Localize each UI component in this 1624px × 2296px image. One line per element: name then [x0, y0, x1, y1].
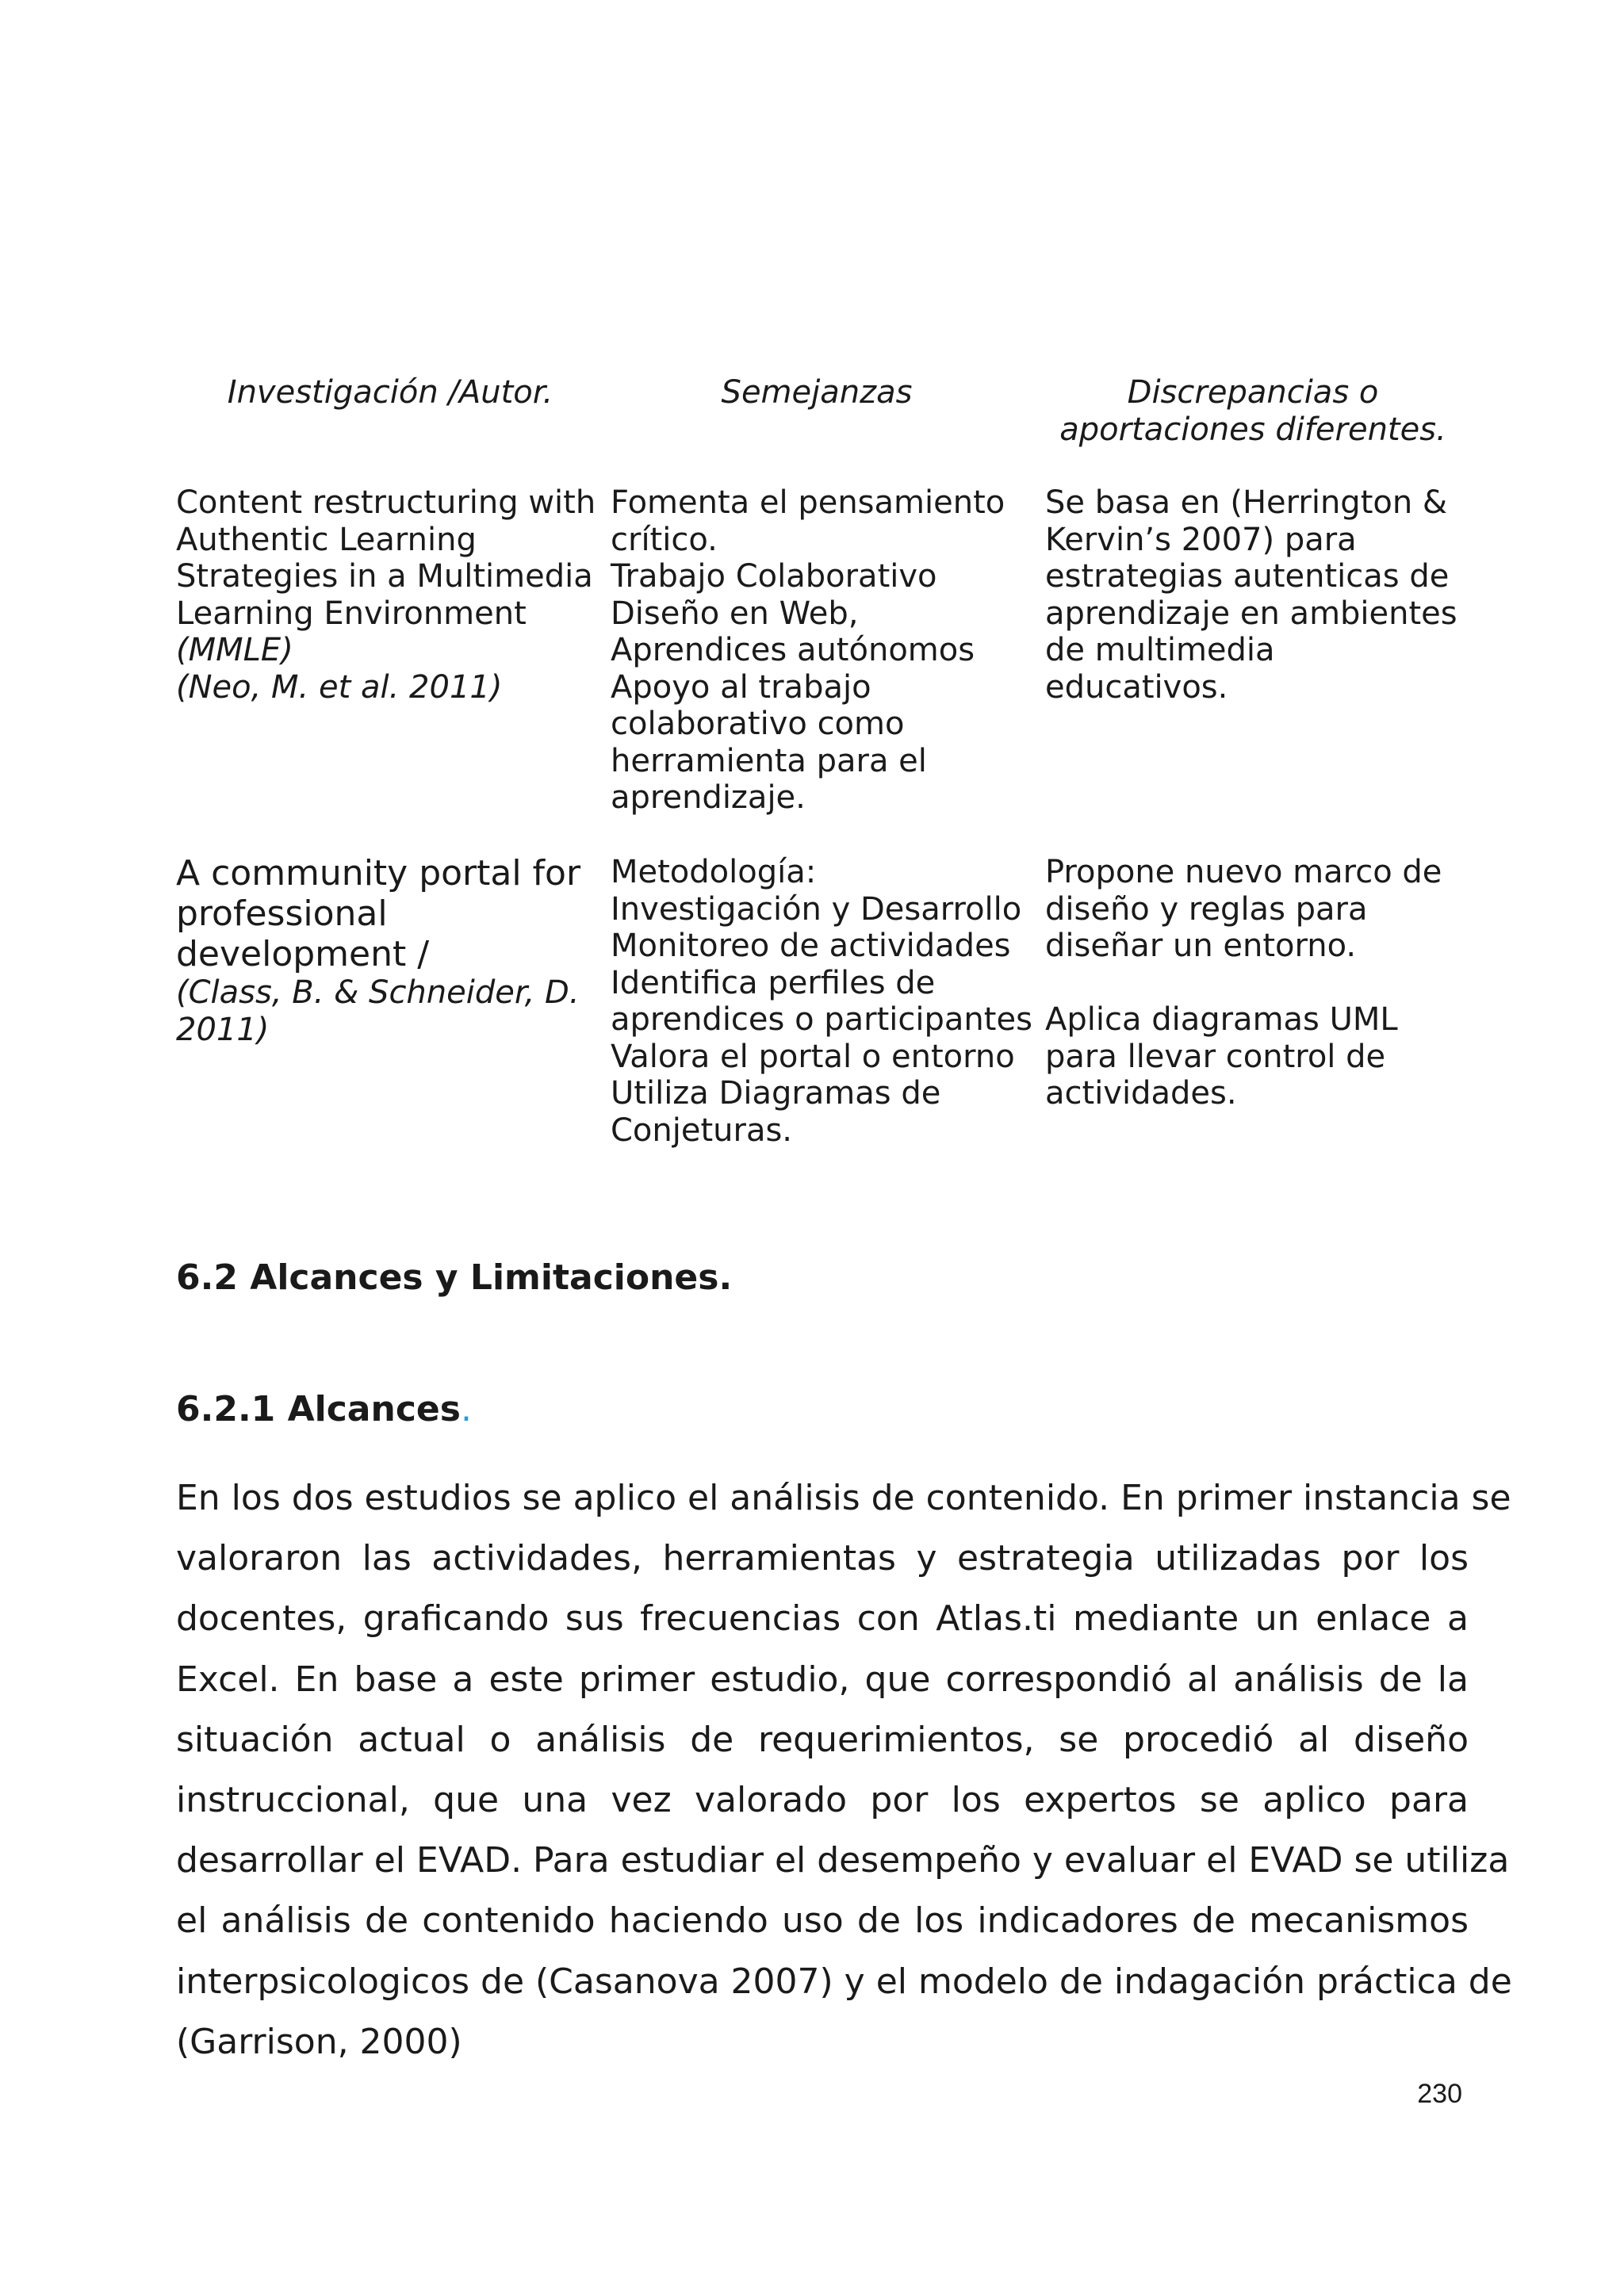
similarity-line: Metodología: — [611, 854, 817, 890]
author-title-line: professional — [176, 894, 388, 934]
paragraph-line: valoraron las actividades, herramientas y estrategia utilizadas por los — [176, 1538, 1469, 1579]
paragraph-line: (Garrison, 2000) — [176, 2021, 462, 2062]
paragraph-line: interpsicologicos de (Casanova 2007) y el modelo de indagación práctica de — [176, 1961, 1512, 2002]
table-header-similarities — [611, 374, 1023, 411]
author-citation-line: 2011) — [176, 1011, 270, 1048]
table-row-1-similarities — [611, 484, 1005, 817]
table-row-1-author — [176, 484, 596, 706]
similarity-line: aprendizaje. — [611, 779, 806, 816]
author-title-line: development / — [176, 934, 430, 974]
table-row-2-similarities — [611, 854, 1032, 1149]
author-title-line: Learning Environment — [176, 595, 527, 632]
similarity-line: Valora el portal o entorno — [611, 1038, 1015, 1075]
similarity-line: Utiliza Diagramas de — [611, 1075, 941, 1112]
similarity-line: Apoyo al trabajo — [611, 668, 871, 706]
header-line: Investigación /Autor. — [227, 374, 553, 411]
author-citation-line: (Class, B. & Schneider, D. — [176, 974, 580, 1011]
similarity-line: Monitoreo de actividades — [611, 928, 1011, 964]
paragraph-line: En los dos estudios se aplico el análisis de contenido. En primer instancia se — [176, 1478, 1511, 1518]
table-header-differences — [1043, 374, 1463, 448]
paragraph-line: situación actual o análisis de requerimientos, se procedió al diseño — [176, 1719, 1469, 1760]
subsection-heading-dot: . — [460, 1389, 472, 1429]
author-citation-line: (Neo, M. et al. 2011) — [176, 668, 503, 706]
similarity-line: Trabajo Colaborativo — [611, 558, 937, 595]
similarity-line: Diseño en Web, — [611, 595, 859, 632]
similarity-line: Conjeturas. — [611, 1112, 793, 1149]
table-row-2-author — [176, 853, 580, 1048]
table-row-2-differences — [1045, 854, 1442, 1112]
paragraph-line: el análisis de contenido haciendo uso de los indicadores de mecanismos — [176, 1900, 1469, 1942]
subsection-heading — [176, 1389, 472, 1430]
paragraph-line: desarrollar el EVAD. Para estudiar el desempeño y evaluar el EVAD se utiliza — [176, 1840, 1510, 1881]
difference-line: educativos. — [1045, 668, 1228, 706]
difference-line: para llevar control de — [1045, 1038, 1386, 1075]
difference-line: Se basa en (Herrington & — [1045, 484, 1448, 521]
difference-line: de multimedia — [1045, 632, 1275, 668]
difference-line: actividades. — [1045, 1075, 1237, 1112]
similarity-line: crítico. — [611, 521, 718, 558]
paragraph-line: Excel. En base a este primer estudio, que correspondió al análisis de la — [176, 1659, 1469, 1700]
paragraph-line: docentes, graficando sus frecuencias con Atlas.ti mediante un enlace a — [176, 1598, 1469, 1640]
difference-line: diseñar un entorno. — [1045, 928, 1357, 964]
difference-line: estrategias autenticas de — [1045, 558, 1450, 595]
author-title-line: Authentic Learning — [176, 521, 477, 558]
header-line: Discrepancias o — [1127, 374, 1379, 411]
page-number: 230 — [1417, 2079, 1462, 2109]
section-heading: 6.2 Alcances y Limitaciones. — [176, 1257, 733, 1298]
author-citation-line: (MMLE) — [176, 632, 293, 668]
similarity-line: colaborativo como — [611, 706, 905, 742]
table-header-author — [176, 374, 604, 411]
difference-line: aprendizaje en ambientes — [1045, 595, 1457, 632]
difference-line: diseño y reglas para — [1045, 890, 1368, 928]
header-line: Semejanzas — [721, 374, 913, 411]
paragraph-line: instruccional, que una vez valorado por los expertos se aplico para — [176, 1780, 1469, 1821]
similarity-line: Fomenta el pensamiento — [611, 484, 1005, 521]
author-title-line: Content restructuring with — [176, 484, 596, 521]
difference-line: Aplica diagramas UML — [1045, 1001, 1398, 1038]
similarity-line: Investigación y Desarrollo — [611, 890, 1022, 928]
author-title-line: Strategies in a Multimedia — [176, 558, 593, 595]
similarity-line: Identifica perfiles de — [611, 964, 936, 1001]
similarity-line: herramienta para el — [611, 742, 927, 779]
difference-line: Propone nuevo marco de — [1045, 854, 1442, 890]
similarity-line: aprendices o participantes — [611, 1001, 1032, 1038]
author-title-line: A community portal for — [176, 853, 581, 894]
difference-line — [1045, 965, 1442, 1002]
body-paragraph — [176, 1468, 1512, 2072]
header-line: aportaciones diferentes. — [1059, 411, 1446, 448]
subsection-heading-text: 6.2.1 Alcances — [176, 1389, 461, 1429]
difference-line: Kervin’s 2007) para — [1045, 521, 1357, 558]
table-row-1-differences — [1045, 484, 1457, 706]
similarity-line: Aprendices autónomos — [611, 632, 975, 668]
